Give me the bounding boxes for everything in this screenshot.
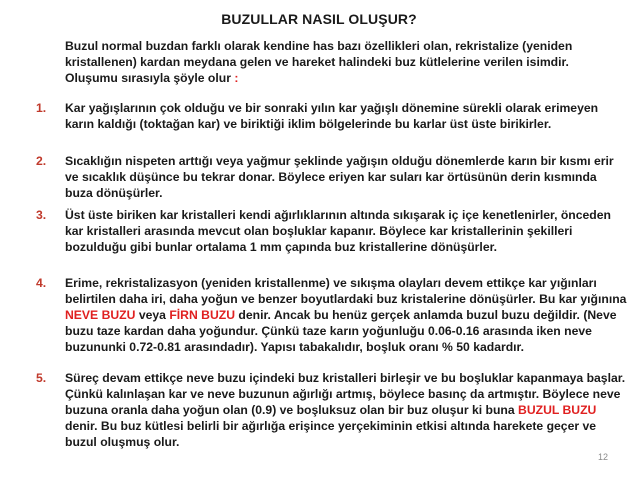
list-number: 4. xyxy=(36,276,47,290)
list-text: Kar yağışlarının çok olduğu ve bir sonraki yılın kar yağışlı dönemine sürekli olarak erimeyen karın kaldığı (toktağan kar) ve biriktiği iklim bölgelerinde bu karlar üst üste birikirler. xyxy=(65,101,599,131)
list-number: 2. xyxy=(36,154,47,168)
intro-paragraph xyxy=(65,38,625,86)
intro-text: Buzul normal buzdan farklı olarak kendine has bazı özellikleri olan, rekristalize (yeniden kristallenen) kardan meydana gelen ve hareket halindeki buz kütlelerine verilen isimdir. Oluşumu sırasıyla şöyle olur xyxy=(65,39,573,85)
buzul-buzu-term: BUZUL BUZU xyxy=(518,403,597,417)
list-number: 5. xyxy=(36,371,47,385)
list-text: Üst üste biriken kar kristalleri kendi ağırlıklarının altında sıkışarak iç içe kenetlenirler, önceden kar kristalleri arasında mevcut olan boşluklar kapanır. Böylece kar kristallerinin şekilleri bozulduğu gibi bunlar ortalama 1 mm çapında buz kristallerine dönüşürler. xyxy=(65,208,611,254)
list-text: Sıcaklığın nispeten arttığı veya yağmur şeklinde yağışın olduğu dönemlerde karın bir kısmı erir ve sıcaklık düşünce bu tekrar donar. Böylece eriyen kar suları kar örtüsünün derin kısmında buza dönüşürler. xyxy=(65,154,614,200)
list-text-part-b: denir. Ancak bu henüz gerçek anlamda buzul buzu değildir. (Neve buzu taze kardan daha yoğundur. Çünkü taze karın yoğunluğu 0.06-0.16 arasında iken neve buzununki 0.72-0.81 arasındadır). Yapısı tabakalıdır, boşluk oranı % 50 kadardır. xyxy=(65,308,617,354)
list-text xyxy=(65,275,627,355)
list-text-mid: veya xyxy=(138,308,166,322)
list-text-part-a: Erime, rekristalizasyon (yeniden kristallenme) ve sıkışma olayları devem ettikçe kar yığınları belirtilen daha iri, daha yoğun ve benzer boyutlardaki buz kristalerine dönüşürler. Bu kar yığınına xyxy=(65,276,627,306)
list-text-part-b: denir. Bu buz kütlesi belirli bir ağırlığa erişince yerçekiminin etkisi altında harekete geçer ve buzul oluşmuş olur. xyxy=(65,419,597,449)
list-text-part-a: Süreç devam ettikçe neve buzu içindeki buz kristalleri birleşir ve bu boşluklar kapanmaya başlar. Çünkü kalınlaşan kar ve neve buzunun ağırlığı artmış, böylece basınç da artmıştır. Böylece neve buzuna oranla daha yoğun olan (0.9) ve boşluksuz olan bir buz oluşur ki buna xyxy=(65,371,626,417)
list-number: 1. xyxy=(36,101,47,115)
list-text xyxy=(65,370,627,450)
list-number: 3. xyxy=(36,208,47,222)
page-number: 12 xyxy=(597,452,608,462)
intro-colon: : xyxy=(234,71,239,85)
slide-title: BUZULLAR NASIL OLUŞUR? xyxy=(221,11,417,27)
neve-buzu-term: NEVE BUZU xyxy=(65,308,136,322)
firn-buzu-term: FİRN BUZU xyxy=(169,308,236,322)
